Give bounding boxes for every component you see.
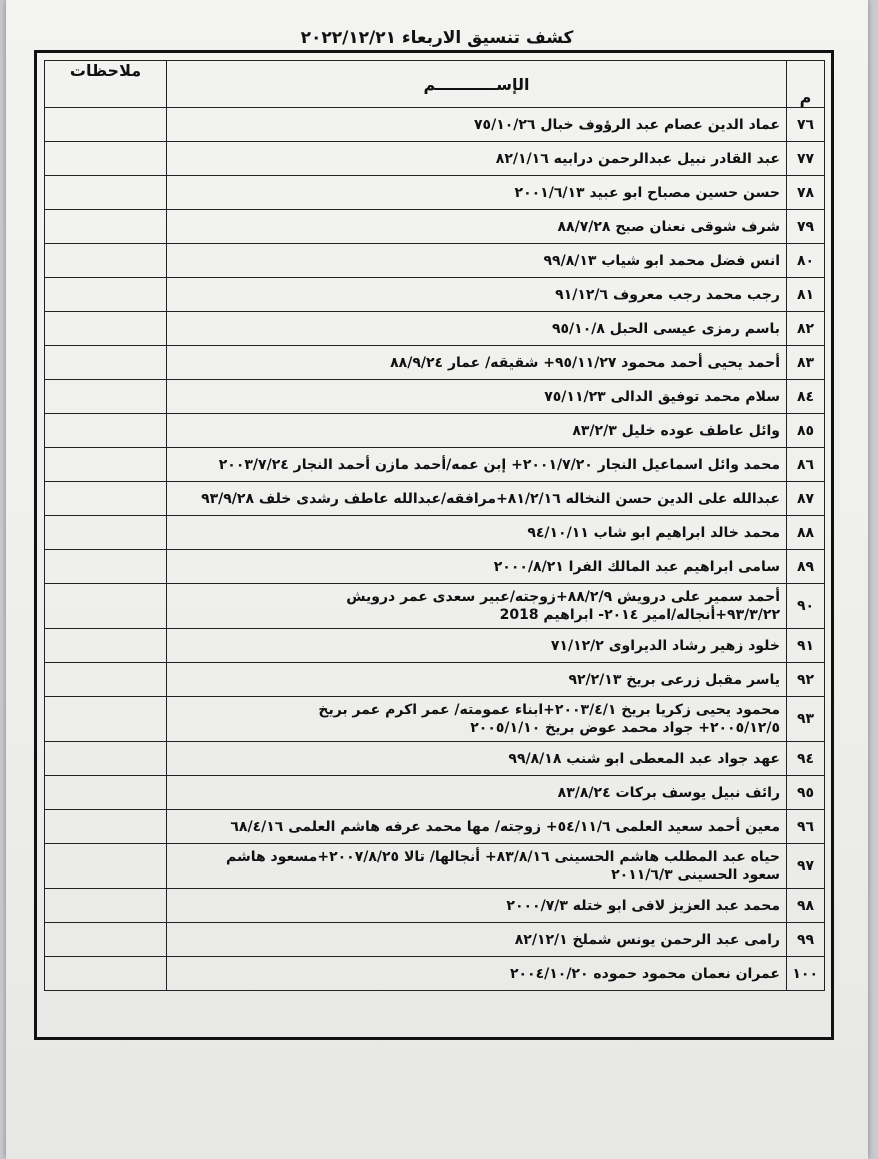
row-name-cell xyxy=(167,923,787,957)
row-name-cell xyxy=(167,742,787,776)
table-row xyxy=(45,142,825,176)
document-title: كشف تنسيق الاربعاء ٢٠٢٢/١٢/٢١ xyxy=(300,28,574,48)
row-name-line: محمد عبد العزيز لافى ابو ختله ٢٠٠٠/٧/٣ xyxy=(506,897,780,914)
row-notes-cell xyxy=(45,278,167,312)
header-number: م xyxy=(787,61,825,108)
table-row xyxy=(45,244,825,278)
row-name-line: عماد الدين عصام عبد الرؤوف خبال ٧٥/١٠/٢٦ xyxy=(473,116,780,133)
row-number: ٩٦ xyxy=(787,810,825,844)
row-name-line: عبدالله على الدين حسن النخاله ٨١/٢/١٦+مرافقه/عبدالله عاطف رشدى خلف ٩٣/٩/٢٨ xyxy=(201,490,780,507)
table-row xyxy=(45,108,825,142)
row-notes-cell xyxy=(45,629,167,663)
row-name-line: حياه عبد المطلب هاشم الحسينى ٨٣/٨/١٦+ أنجالها/ تالا ٢٠٠٧/٨/٢٥+مسعود هاشم xyxy=(225,849,780,865)
table-row xyxy=(45,346,825,380)
row-name-cell xyxy=(167,584,787,629)
row-notes-cell xyxy=(45,889,167,923)
row-name-cell xyxy=(167,448,787,482)
row-number: ٨٤ xyxy=(787,380,825,414)
row-notes-cell xyxy=(45,312,167,346)
row-number: ٩٧ xyxy=(787,844,825,889)
row-number: ٩٢ xyxy=(787,663,825,697)
row-number: ٨٩ xyxy=(787,550,825,584)
row-name-line: عمران نعمان محمود حموده ٢٠٠٤/١٠/٢٠ xyxy=(509,965,780,982)
row-name-cell xyxy=(167,663,787,697)
table-row xyxy=(45,312,825,346)
table-row xyxy=(45,844,825,889)
row-notes-cell xyxy=(45,414,167,448)
row-number: ٨٥ xyxy=(787,414,825,448)
row-name-line: رامى عبد الرحمن يونس شملخ ٨٢/١٢/١ xyxy=(514,931,780,948)
names-table xyxy=(44,60,825,991)
row-name-line: محمود يحيى زكريا بريخ ٢٠٠٣/٤/١+ابناء عمومته/ عمر اكرم عمر بريخ xyxy=(318,702,780,718)
row-name-cell xyxy=(167,957,787,991)
row-number: ٩٠ xyxy=(787,584,825,629)
row-name-line: أحمد يحيى أحمد محمود ٩٥/١١/٢٧+ شقيقه/ عمار ٨٨/٩/٢٤ xyxy=(390,354,780,371)
row-name-line: رجب محمد رجب معروف ٩١/١٢/٦ xyxy=(555,286,780,303)
row-name-cell xyxy=(167,210,787,244)
row-name-line: عبد القادر نبيل عبدالرحمن درابيه ٨٢/١/١٦ xyxy=(495,150,780,167)
row-name-cell xyxy=(167,312,787,346)
table-row xyxy=(45,210,825,244)
table-row xyxy=(45,278,825,312)
row-number: ٨٠ xyxy=(787,244,825,278)
row-name-line: باسم رمزى عيسى الحبل ٩٥/١٠/٨ xyxy=(551,320,780,337)
row-number: ٩٣ xyxy=(787,697,825,742)
row-notes-cell xyxy=(45,346,167,380)
row-name-cell xyxy=(167,697,787,742)
row-name-line: سعود الحسينى ٢٠١١/٦/٣ xyxy=(611,867,780,883)
row-number: ٧٦ xyxy=(787,108,825,142)
table-row xyxy=(45,776,825,810)
row-notes-cell xyxy=(45,210,167,244)
row-name-line: عهد جواد عبد المعطى ابو شنب ٩٩/٨/١٨ xyxy=(508,750,780,767)
row-name-line: شرف شوقى نعنان صبح ٨٨/٧/٢٨ xyxy=(557,218,780,235)
row-name-cell xyxy=(167,844,787,889)
row-name-cell xyxy=(167,414,787,448)
row-name-cell xyxy=(167,629,787,663)
row-notes-cell xyxy=(45,176,167,210)
table-row xyxy=(45,742,825,776)
paper-sheet xyxy=(6,0,868,1159)
row-name-cell xyxy=(167,810,787,844)
header-name: الإســـــــــــم xyxy=(167,61,787,108)
row-name-line: انس فضل محمد ابو شياب ٩٩/٨/١٣ xyxy=(543,252,780,269)
row-name-line: سامى ابراهيم عبد المالك الفرا ٢٠٠٠/٨/٢١ xyxy=(493,558,780,575)
row-name-line: أحمد سمير على درويش ٨٨/٢/٩+زوجته/عبير سعدى عمر درويش xyxy=(346,589,780,605)
row-name-cell xyxy=(167,244,787,278)
row-number: ٨١ xyxy=(787,278,825,312)
table-row xyxy=(45,414,825,448)
table-row xyxy=(45,176,825,210)
row-name-line: معين أحمد سعيد العلمى ٥٤/١١/٦+ زوجته/ مها محمد عرفه هاشم العلمى ٦٨/٤/١٦ xyxy=(230,818,780,835)
row-name-line: محمد خالد ابراهيم ابو شاب ٩٤/١٠/١١ xyxy=(527,524,780,541)
header-notes: ملاحظات xyxy=(45,61,167,108)
row-name-cell xyxy=(167,889,787,923)
table-row xyxy=(45,697,825,742)
row-notes-cell xyxy=(45,584,167,629)
row-name-line: رائف نبيل يوسف بركات ٨٣/٨/٢٤ xyxy=(557,784,780,801)
table-row xyxy=(45,448,825,482)
row-name-cell xyxy=(167,142,787,176)
row-number: ٨٨ xyxy=(787,516,825,550)
table-header-row xyxy=(45,61,825,108)
row-number: ٩٩ xyxy=(787,923,825,957)
row-notes-cell xyxy=(45,742,167,776)
row-name-cell xyxy=(167,776,787,810)
row-notes-cell xyxy=(45,380,167,414)
row-name-cell xyxy=(167,278,787,312)
row-name-line: حسن حسين مصباح ابو عبيد ٢٠٠١/٦/١٣ xyxy=(514,184,780,201)
row-notes-cell xyxy=(45,957,167,991)
row-notes-cell xyxy=(45,923,167,957)
table-row xyxy=(45,923,825,957)
table-row xyxy=(45,957,825,991)
row-number: ٩٥ xyxy=(787,776,825,810)
table-row xyxy=(45,663,825,697)
row-number: ٩٨ xyxy=(787,889,825,923)
row-notes-cell xyxy=(45,108,167,142)
row-name-line: ٢٠٠٥/١٢/٥+ جواد محمد عوض بريخ ٢٠٠٥/١/١٠ xyxy=(470,720,780,736)
row-notes-cell xyxy=(45,844,167,889)
row-notes-cell xyxy=(45,810,167,844)
row-name-cell xyxy=(167,516,787,550)
row-name-cell xyxy=(167,108,787,142)
table-row xyxy=(45,380,825,414)
table-row xyxy=(45,889,825,923)
row-name-cell xyxy=(167,380,787,414)
row-notes-cell xyxy=(45,776,167,810)
table-row xyxy=(45,516,825,550)
row-number: ٧٧ xyxy=(787,142,825,176)
table-row xyxy=(45,550,825,584)
table-row xyxy=(45,482,825,516)
row-name-cell xyxy=(167,346,787,380)
table-row xyxy=(45,584,825,629)
row-notes-cell xyxy=(45,550,167,584)
row-number: ٧٨ xyxy=(787,176,825,210)
row-name-cell xyxy=(167,550,787,584)
row-number: ٩٤ xyxy=(787,742,825,776)
row-name-cell xyxy=(167,176,787,210)
row-name-line: ٩٣/٣/٢٢+أنجاله/امير ٢٠١٤- ابراهيم 2018 xyxy=(499,607,780,623)
row-notes-cell xyxy=(45,448,167,482)
row-notes-cell xyxy=(45,697,167,742)
row-number: ٨٢ xyxy=(787,312,825,346)
row-notes-cell xyxy=(45,516,167,550)
row-number: ٩١ xyxy=(787,629,825,663)
table-row xyxy=(45,629,825,663)
row-notes-cell xyxy=(45,663,167,697)
row-number: ٧٩ xyxy=(787,210,825,244)
row-number: ١٠٠ xyxy=(787,957,825,991)
row-name-line: وائل عاطف عوده خليل ٨٣/٢/٣ xyxy=(572,422,780,439)
row-number: ٨٣ xyxy=(787,346,825,380)
row-notes-cell xyxy=(45,244,167,278)
table-row xyxy=(45,810,825,844)
row-number: ٨٧ xyxy=(787,482,825,516)
row-name-line: ياسر مقبل زرعى بريخ ٩٢/٢/١٣ xyxy=(568,671,780,688)
table-body xyxy=(45,108,825,991)
row-number: ٨٦ xyxy=(787,448,825,482)
row-name-cell xyxy=(167,482,787,516)
row-notes-cell xyxy=(45,142,167,176)
row-name-line: محمد وائل اسماعيل النجار ٢٠٠١/٧/٢٠+ إبن عمه/أحمد مازن أحمد النجار ٢٠٠٣/٧/٢٤ xyxy=(218,456,780,473)
row-name-line: خلود زهير رشاد الديراوى ٧١/١٢/٢ xyxy=(550,637,780,654)
row-name-line: سلام محمد توفيق الدالى ٧٥/١١/٢٣ xyxy=(544,388,780,405)
row-notes-cell xyxy=(45,482,167,516)
